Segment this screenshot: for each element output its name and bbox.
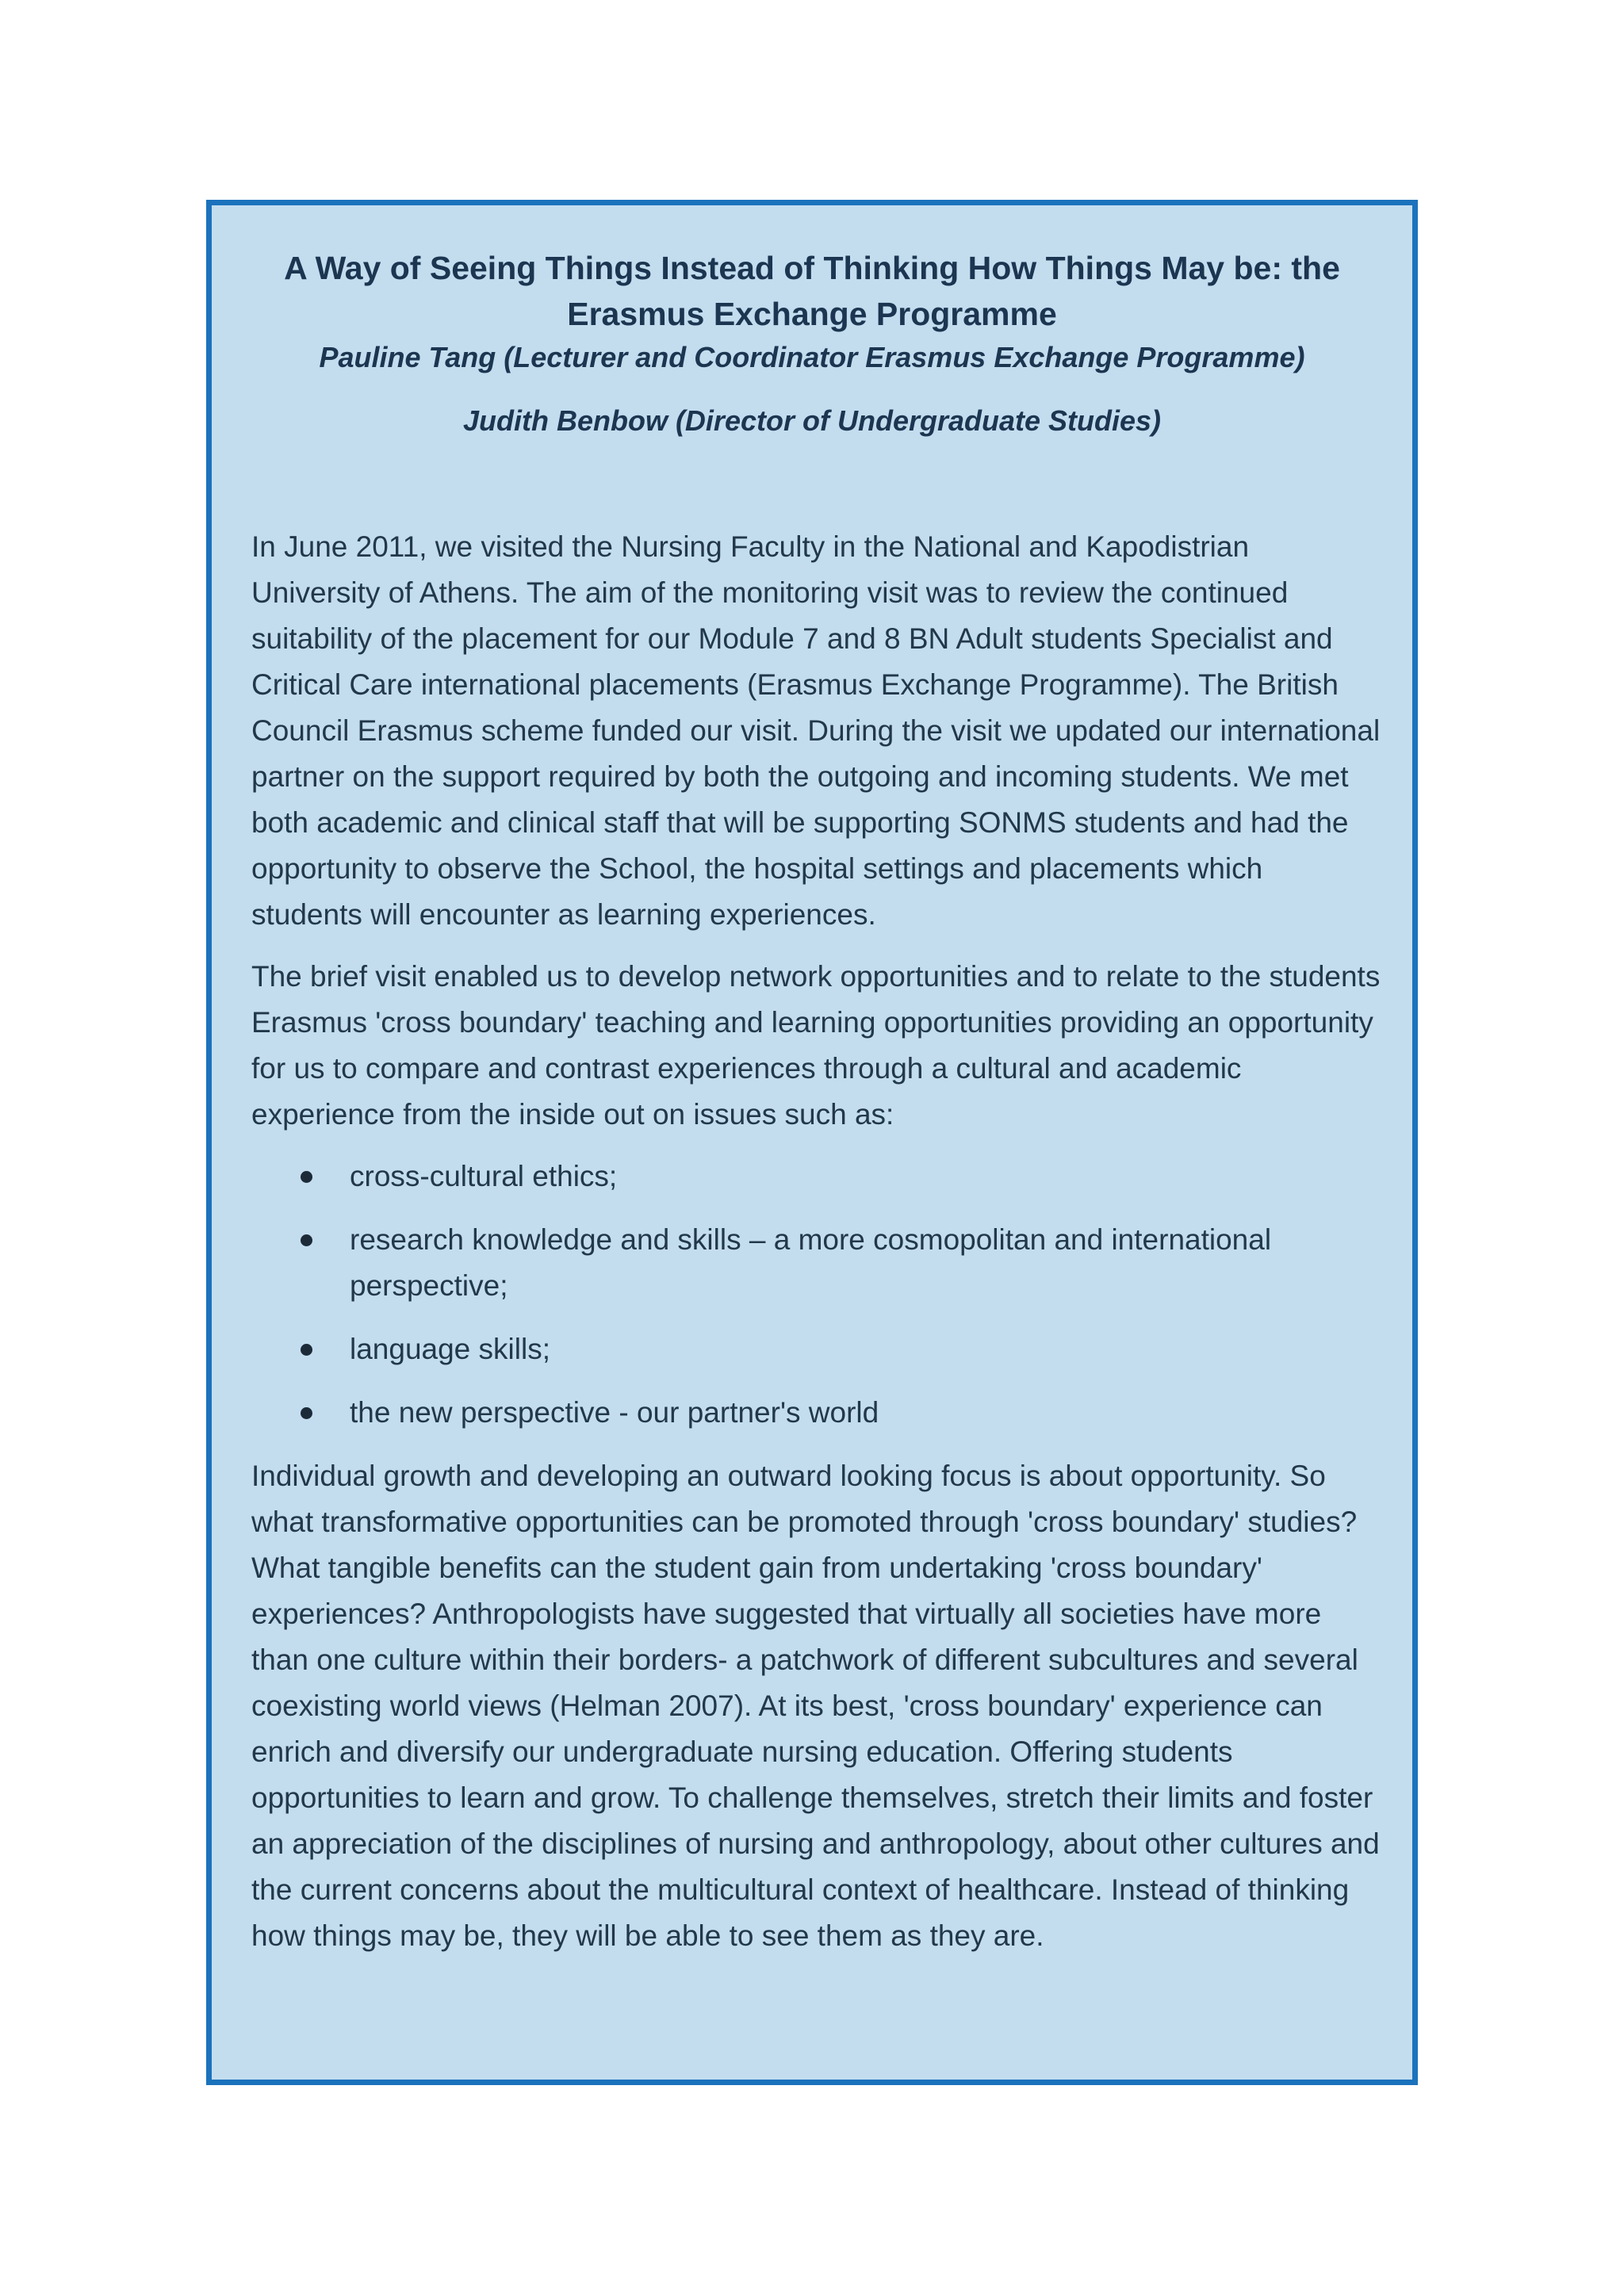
list-item-text: language skills;: [350, 1333, 550, 1365]
paragraph-2: The brief visit enabled us to develop network opportunities and to relate to the students Erasmus 'cross boundary' teaching and learning opportunities providing an opportunity for us to compare and contrast experiences through a cultural and academic experience from the inside out on issues such as:: [251, 960, 1381, 1131]
bullet-icon: [301, 1407, 312, 1419]
list-item-text: cross-cultural ethics;: [350, 1160, 618, 1192]
list-item: [251, 1154, 1381, 1200]
article-box: [206, 200, 1418, 2085]
list-item-text: research knowledge and skills – a more cosmopolitan and international perspective;: [350, 1223, 1272, 1302]
paragraph-3: Individual growth and developing an outward looking focus is about opportunity. So what transformative opportunities can be promoted through 'cross boundary' studies? What tangible benefits can the student gain from undertaking 'cross boundary' experiences? Anthropologists have suggested that virtually all societies have more than one culture within their borders- a patchwork of different subcultures and several coexisting world views (Helman 2007). At its best, 'cross boundary' experience can enrich and diversify our undergraduate nursing education. Offering students opportunities to learn and grow. To challenge themselves, stretch their limits and foster an appreciation of the disciplines of nursing and anthropology, about other cultures and the current concerns about the multicultural context of healthcare. Instead of thinking how things may be, they will be able to see them as they are.: [251, 1460, 1380, 1952]
list-item: [251, 1217, 1381, 1309]
bullet-icon: [301, 1171, 312, 1183]
list-item-text: the new perspective - our partner's world: [350, 1396, 879, 1429]
author-line-2: Judith Benbow (Director of Undergraduate Studies): [462, 404, 1162, 437]
list-item: [251, 1390, 1381, 1436]
list-item: [251, 1326, 1381, 1372]
issues-list: [251, 1154, 1381, 1436]
article-title: A Way of Seeing Things Instead of Thinking How Things May be: the Erasmus Exchange Programme: [284, 250, 1340, 332]
paragraph-1: In June 2011, we visited the Nursing Faculty in the National and Kapodistrian University of Athens. The aim of the monitoring visit was to review the continued suitability of the placement for our Module 7 and 8 BN Adult students Specialist and Critical Care international placements (Erasmus Exchange Programme). The British Council Erasmus scheme funded our visit. During the visit we updated our international partner on the support required by both the outgoing and incoming students. We met both academic and clinical staff that will be supporting SONMS students and had the opportunity to observe the School, the hospital settings and placements which students will encounter as learning experiences.: [251, 530, 1381, 931]
bullet-icon: [301, 1234, 312, 1246]
article-body: [251, 524, 1381, 1975]
bullet-icon: [301, 1344, 312, 1356]
author-line-1: Pauline Tang (Lecturer and Coordinator Erasmus Exchange Programme): [319, 341, 1305, 373]
